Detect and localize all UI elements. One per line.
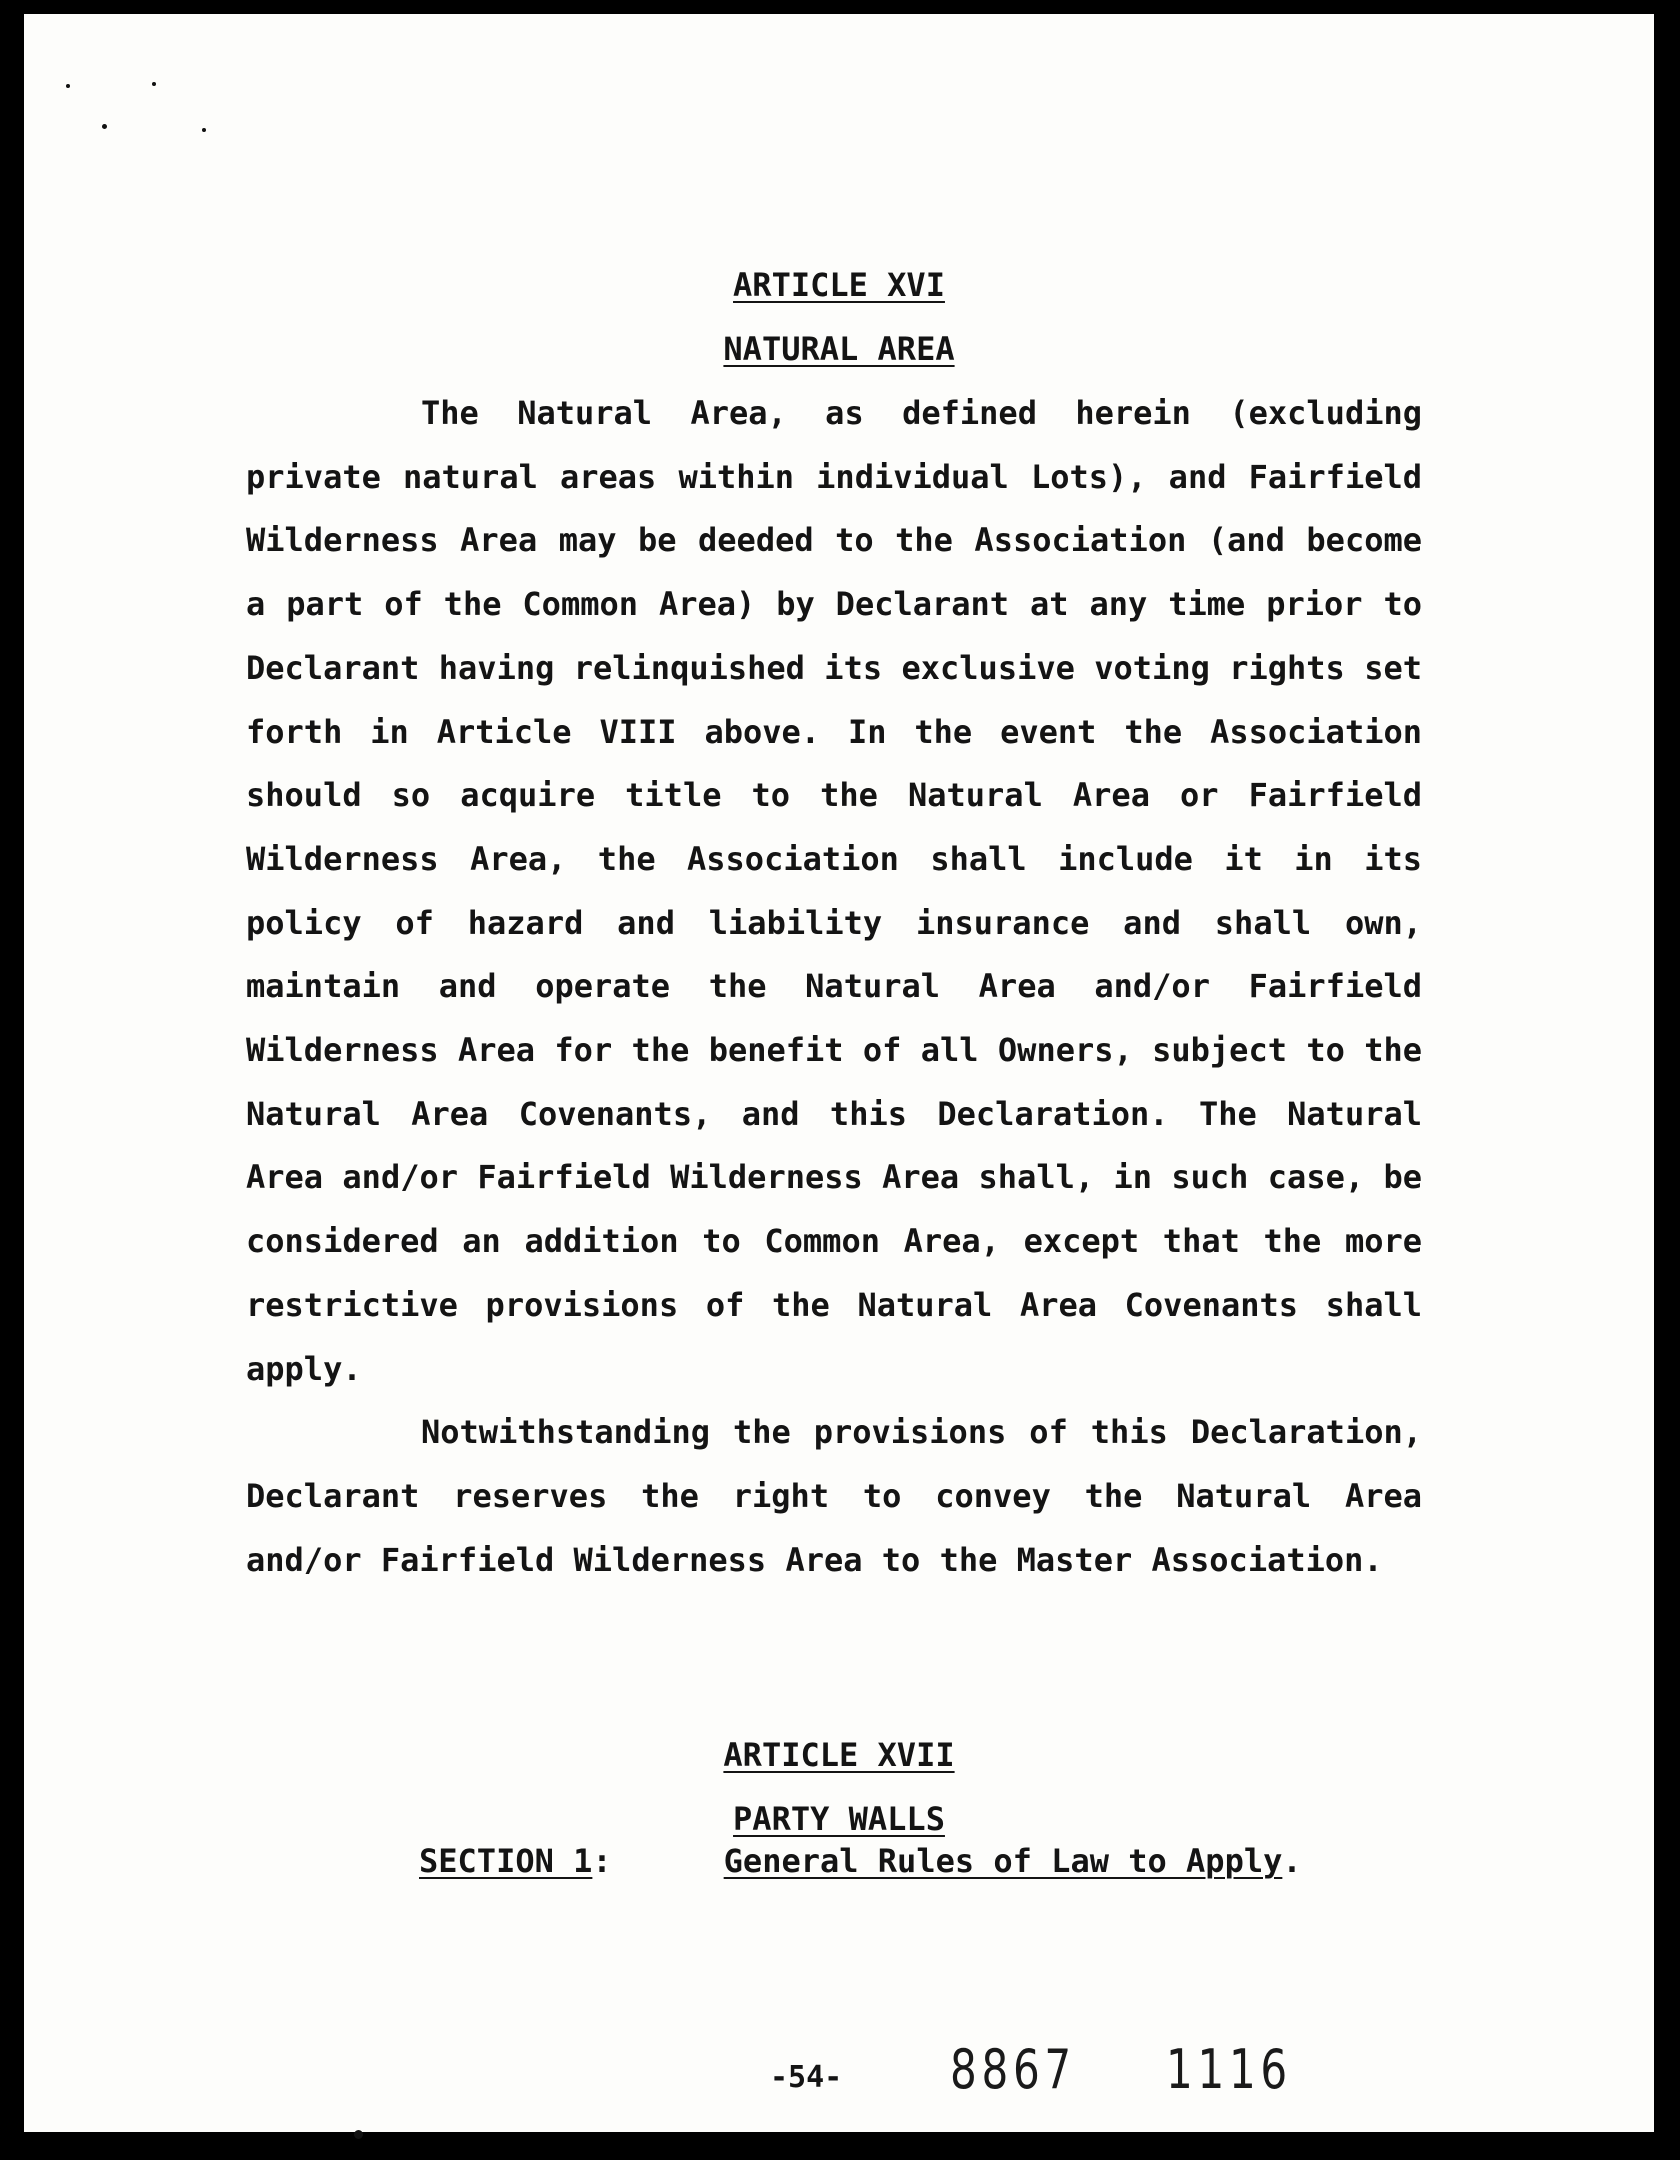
article-16-paragraph-1: The Natural Area, as defined herein (excluding private natural areas within individual Lots), and Fairfield Wilderness Area may be deeded to the Association (and become a part of the Common Area) by Declarant at any time prior to Declarant having relinquished its exclusive voting rights set forth in Article VIII above. In the event the Association should so acquire title to the Natural Area or Fairfield Wilderness Area, the Association shall include it in its policy of hazard and liability insurance and shall own, maintain and operate the Natural Area and/or Fairfield Wilderness Area for the benefit of all Owners, subject to the Natural Area Covenants, and this Declaration. The Natural Area and/or Fairfield Wilderness Area shall, in such case, be considered an addition to Common Area, except that the more restrictive provisions of the Natural Area Covenants shall apply.	[246, 394, 1422, 1388]
article-16-paragraph-2: Notwithstanding the provisions of this Declaration, Declarant reserves the right to convey the Natural Area and/or Fairfield Wilderness Area to the Master Association.	[246, 1413, 1422, 1579]
scan-speck	[102, 124, 107, 129]
section-1-label: SECTION 1	[419, 1842, 593, 1880]
scan-speck	[202, 128, 206, 132]
scan-speck	[152, 82, 156, 86]
article-16-body	[246, 382, 1422, 1592]
document-stamp-number-right: 1116	[1166, 2038, 1292, 2101]
scan-speck	[354, 2130, 363, 2139]
section-1-period: .	[1282, 1842, 1302, 1880]
page-number: -54-	[770, 2060, 843, 2095]
section-1-colon: :	[592, 1842, 612, 1880]
article-17-heading: ARTICLE XVII	[723, 1736, 955, 1774]
scan-speck	[66, 84, 70, 88]
article-17-subheading: PARTY WALLS	[733, 1800, 945, 1838]
article-16-heading: ARTICLE XVI	[733, 266, 945, 304]
article-16-subheading: NATURAL AREA	[723, 330, 955, 368]
document-page	[24, 14, 1654, 2132]
section-1-line	[419, 1842, 1302, 1880]
document-stamp-number-left: 8867	[950, 2038, 1076, 2101]
section-1-title: General Rules of Law to Apply	[723, 1842, 1283, 1880]
